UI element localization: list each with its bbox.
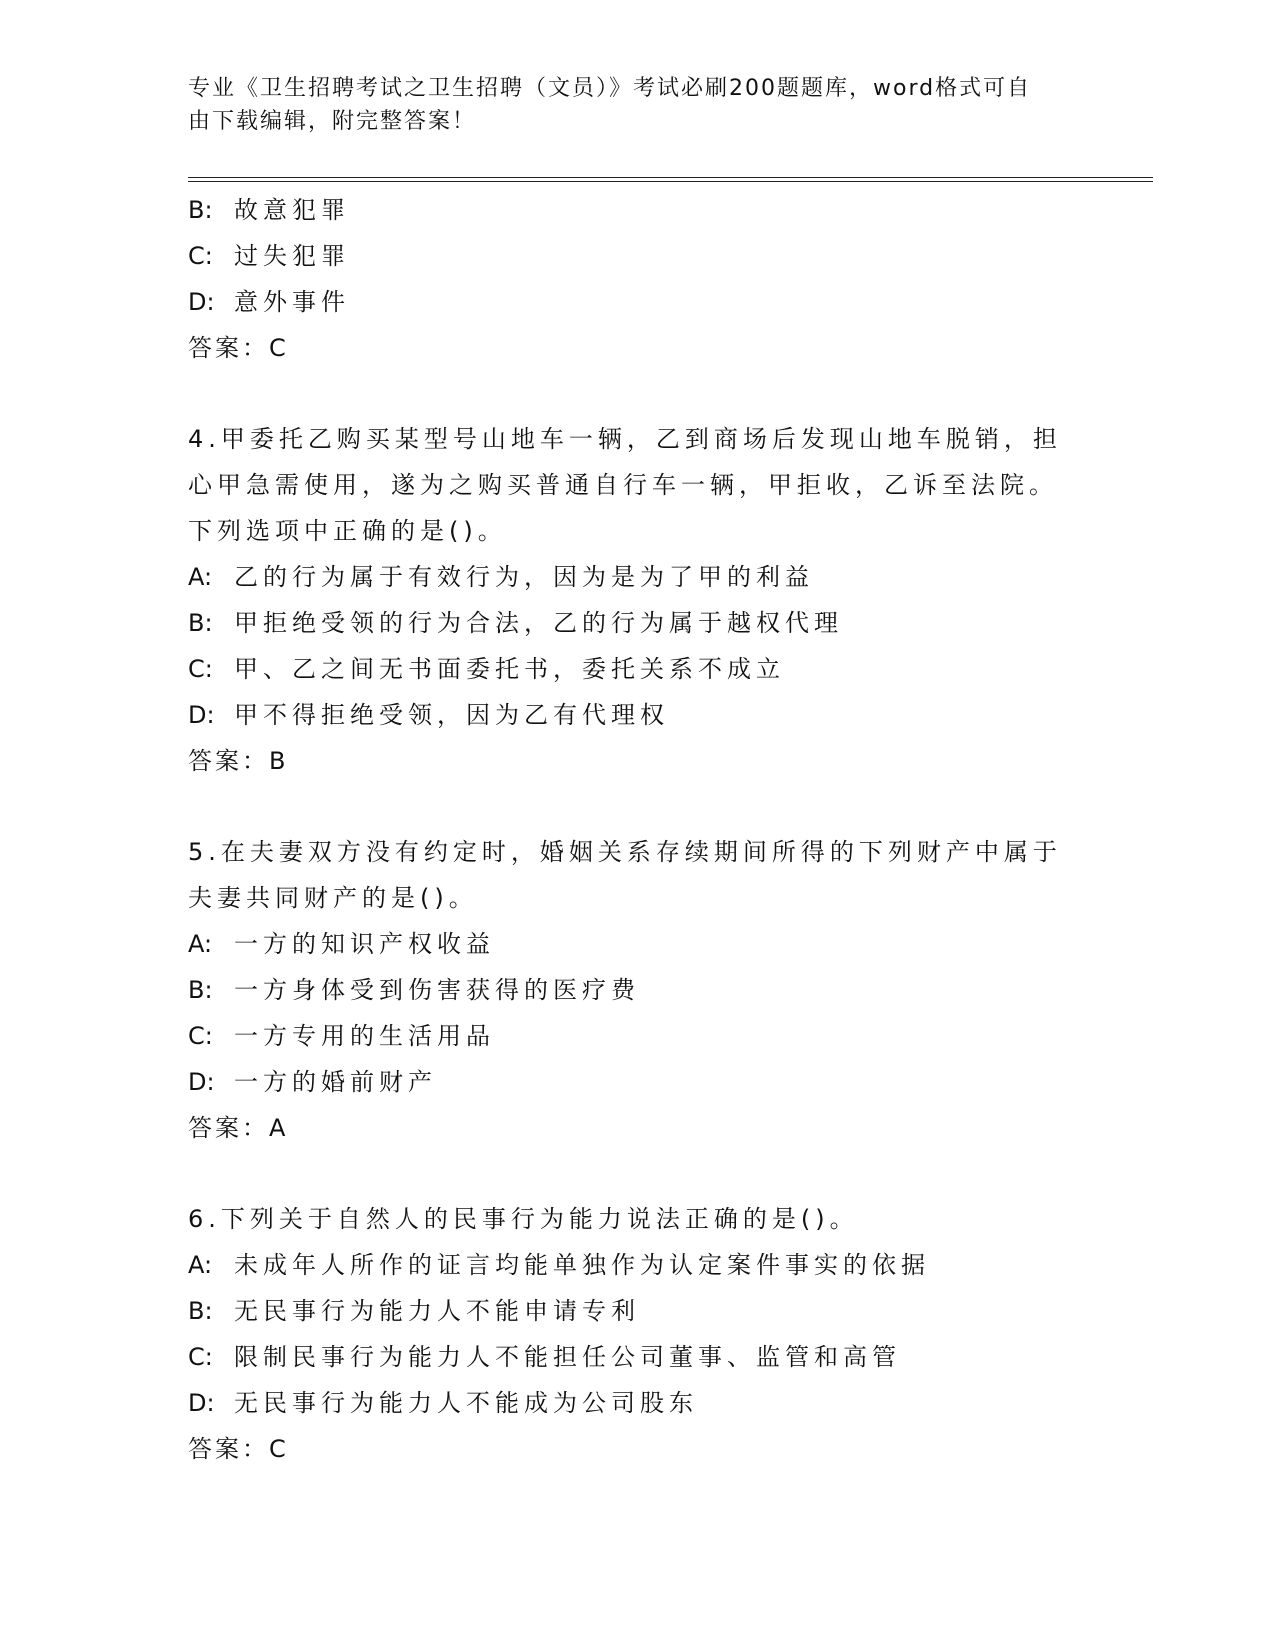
option-b <box>188 600 1088 646</box>
option-d <box>188 1380 1088 1426</box>
option-letter: D: <box>188 288 215 316</box>
spacer <box>188 784 1088 829</box>
option-d <box>188 1059 1088 1105</box>
header-line: 由下载编辑，附完整答案！ <box>188 109 477 134</box>
option-letter: D: <box>188 1389 215 1417</box>
header-divider <box>188 177 1153 178</box>
option-text: 无民事行为能力人不能成为公司股东 <box>234 1389 698 1417</box>
option-text: 一方的知识产权收益 <box>234 930 495 958</box>
question-text-line: 心甲急需使用，遂为之购买普通自行车一辆，甲拒收，乙诉至法院。 <box>188 471 1058 499</box>
option-letter: B: <box>188 976 213 1004</box>
question-text-line: 下列选项中正确的是()。 <box>188 517 507 545</box>
question-text-line: 5.在夫妻双方没有约定时，婚姻关系存续期间所得的下列财产中属于 <box>188 838 1062 866</box>
option-letter: B: <box>188 1297 213 1325</box>
option-letter: C: <box>188 1022 213 1050</box>
header-line: 专业《卫生招聘考试之卫生招聘（文员）》考试必刷200题题库，word格式可自 <box>188 76 1032 101</box>
option-a <box>188 554 1088 600</box>
option-c <box>188 646 1088 692</box>
answer-line: 答案：B <box>188 747 289 775</box>
option-text: 故意犯罪 <box>234 196 350 224</box>
question-text-line: 夫妻共同财产的是()。 <box>188 884 478 912</box>
option-text: 甲、乙之间无书面委托书，委托关系不成立 <box>234 655 785 683</box>
option-d <box>188 692 1088 738</box>
header-divider <box>188 181 1153 182</box>
option-text: 无民事行为能力人不能申请专利 <box>234 1297 640 1325</box>
spacer <box>188 1151 1088 1196</box>
option-text: 一方的婚前财产 <box>234 1068 437 1096</box>
question-text-line: 6.下列关于自然人的民事行为能力说法正确的是()。 <box>188 1205 859 1233</box>
option-text: 限制民事行为能力人不能担任公司董事、监管和高管 <box>234 1343 901 1371</box>
option-text: 未成年人所作的证言均能单独作为认定案件事实的依据 <box>234 1251 930 1279</box>
option-letter: A: <box>188 1251 213 1279</box>
option-b <box>188 1288 1088 1334</box>
option-text: 甲拒绝受领的行为合法，乙的行为属于越权代理 <box>234 609 843 637</box>
option-c <box>188 1013 1088 1059</box>
option-letter: C: <box>188 655 213 683</box>
answer-line: 答案：C <box>188 334 289 362</box>
option-letter: D: <box>188 701 215 729</box>
question-text-line: 4.甲委托乙购买某型号山地车一辆，乙到商场后发现山地车脱销，担 <box>188 425 1062 453</box>
option-c <box>188 233 1088 279</box>
option-letter: B: <box>188 196 213 224</box>
continued-question-block <box>188 187 1088 371</box>
option-letter: C: <box>188 242 213 270</box>
question-block-6 <box>188 1196 1088 1472</box>
spacer <box>188 371 1088 416</box>
option-letter: A: <box>188 930 213 958</box>
option-text: 乙的行为属于有效行为，因为是为了甲的利益 <box>234 563 814 591</box>
option-letter: B: <box>188 609 213 637</box>
question-content <box>188 187 1088 1472</box>
answer-line: 答案：C <box>188 1435 289 1463</box>
option-letter: D: <box>188 1068 215 1096</box>
document-header <box>188 72 1068 138</box>
option-c <box>188 1334 1088 1380</box>
option-b <box>188 187 1088 233</box>
option-b <box>188 967 1088 1013</box>
option-text: 过失犯罪 <box>234 242 350 270</box>
option-letter: A: <box>188 563 213 591</box>
option-d <box>188 279 1088 325</box>
option-text: 一方身体受到伤害获得的医疗费 <box>234 976 640 1004</box>
option-text: 意外事件 <box>234 288 350 316</box>
option-a <box>188 1242 1088 1288</box>
question-block-5 <box>188 829 1088 1151</box>
option-text: 甲不得拒绝受领，因为乙有代理权 <box>234 701 669 729</box>
option-text: 一方专用的生活用品 <box>234 1022 495 1050</box>
option-letter: C: <box>188 1343 213 1371</box>
option-a <box>188 921 1088 967</box>
answer-line: 答案：A <box>188 1114 289 1142</box>
question-block-4 <box>188 416 1088 784</box>
